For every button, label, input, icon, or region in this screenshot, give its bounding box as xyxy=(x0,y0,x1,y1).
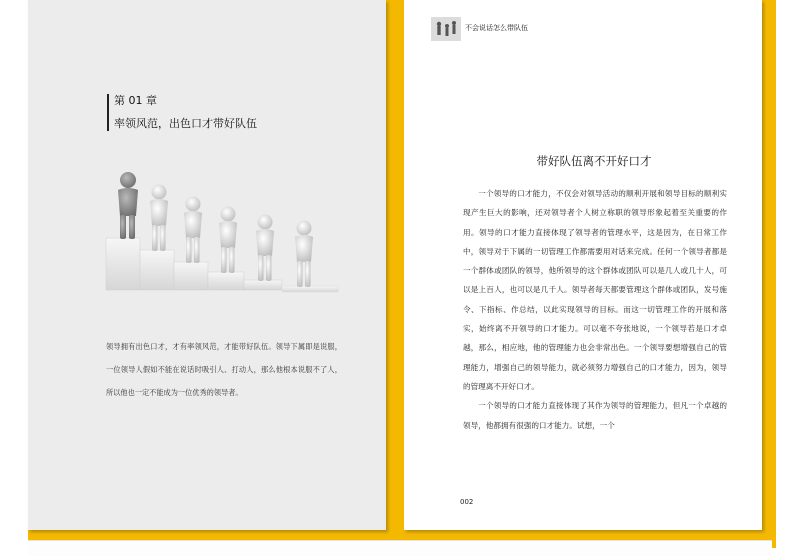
right-page xyxy=(404,0,762,530)
body-paragraph: 一个领导的口才能力，不仅会对领导活动的顺利开展和领导目标的顺利实现产生巨大的影响，还对领导者个人树立称职的领导形象起着至关重要的作用。领导的口才能力直接体现了领导者的管理水平，这是因为，在日常工作中，领导对于下属的一切管理工作都需要用对话来完成。任何一个领导者都是一个群体或团队的领导，他所领导的这个群体或团队可以是几人或几十人，可以是上百人，也可以是几千人。领导者每天都要管理这个群体或团队，发号施令、下指标、作总结，以此实现领导的目标。而这一切管理工作的开展和落实，始终离不开领导的口才能力。可以毫不夸张地说，一个领导若是口才卓越，那么，相应地，他的管理能力也会非常出色。一个领导要想增强自己的管理能力，增强自己的领导能力，就必须努力增强自己的口才能力，因为，领导的管理离不开好口才。 xyxy=(463,189,727,391)
page-number: 002 xyxy=(460,498,474,506)
chapter-heading xyxy=(107,94,257,131)
body-paragraph: 一个领导的口才能力直接体现了其作为领导的管理能力，但凡一个卓越的领导，他都拥有很强的口才能力。试想，一个 xyxy=(463,401,727,430)
chapter-title: 率领风范，出色口才带好队伍 xyxy=(114,117,257,130)
chapter-intro-paragraph: 领导拥有出色口才，才有率领风范，才能带好队伍。领导下属即是说服，一位领导人假如不能在说话时吸引人、打动人，那么他根本说服不了人，所以他也一定不能成为一位优秀的领导者。 xyxy=(106,342,342,397)
running-header-title: 不会说话怎么带队伍 xyxy=(465,24,528,32)
next-page-strip xyxy=(28,540,772,556)
section-title: 带好队伍离不开好口才 xyxy=(536,154,652,168)
book-logo-thumbnail xyxy=(431,17,461,41)
left-page xyxy=(28,0,386,530)
leadership-figures-illustration xyxy=(104,160,340,310)
body-text xyxy=(463,184,727,435)
chapter-number: 第 01 章 xyxy=(114,94,157,107)
